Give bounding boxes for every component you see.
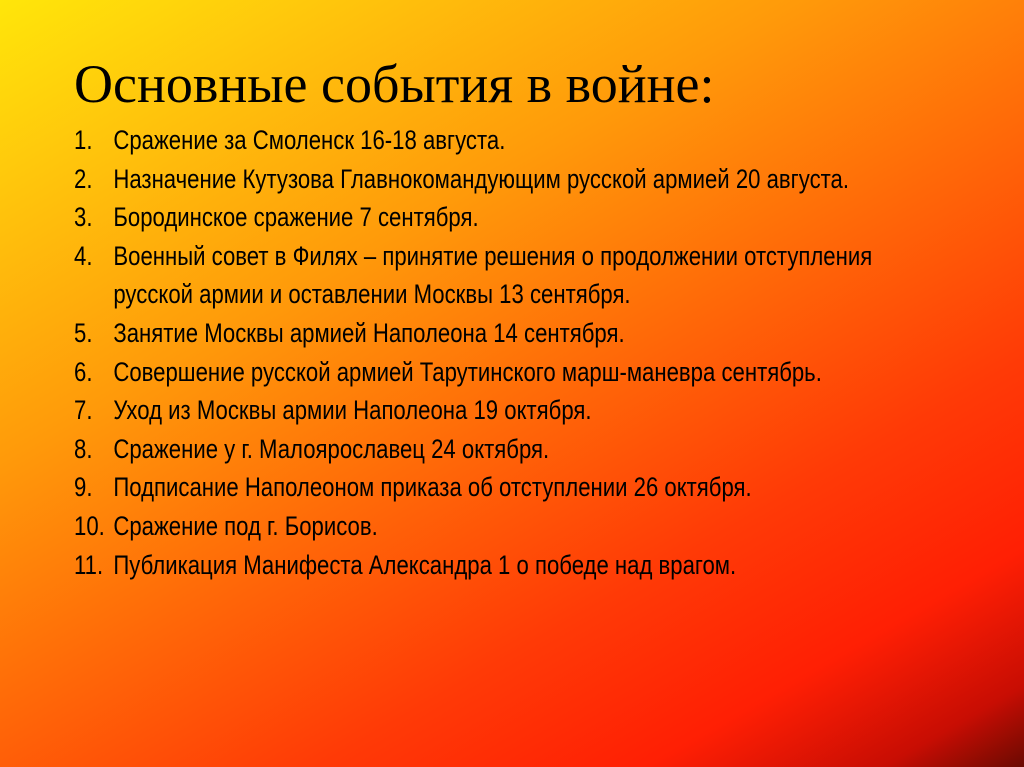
list-item bbox=[74, 507, 943, 546]
list-item bbox=[74, 546, 943, 585]
list-item-number: 1. bbox=[74, 125, 93, 155]
list-item-text: Сражение под г. Борисов. bbox=[113, 510, 378, 541]
list-item bbox=[74, 160, 943, 199]
list-item-number: 9. bbox=[74, 472, 93, 503]
slide-title: Основные события в войне: bbox=[74, 54, 715, 114]
list-item-number: 5. bbox=[74, 317, 93, 348]
list-item-number: 4. bbox=[74, 240, 93, 271]
list-item-text: Публикация Манифеста Александра 1 о победе над врагом. bbox=[113, 549, 737, 580]
list-item bbox=[74, 198, 943, 237]
list-item-number: 11. bbox=[74, 549, 104, 580]
list-item-number: 3. bbox=[74, 202, 93, 233]
list-item bbox=[74, 468, 943, 507]
list-item-number: 10. bbox=[74, 510, 105, 541]
list-item-number: 2. bbox=[74, 163, 93, 194]
list-item-text: Занятие Москвы армией Наполеона 14 сентября. bbox=[113, 317, 625, 348]
list-item bbox=[74, 353, 943, 392]
list-item-number: 7. bbox=[74, 395, 93, 426]
list-item-text: Военный совет в Филях – принятие решения о продолжении отступления русской армии и оставлении Москвы 13 сентября. bbox=[113, 240, 873, 310]
list-item bbox=[74, 314, 943, 353]
list-item-number: 8. bbox=[74, 433, 93, 464]
list-item-text: Бородинское сражение 7 сентября. bbox=[113, 202, 479, 233]
list-item bbox=[74, 121, 943, 160]
list-item bbox=[74, 391, 943, 430]
list-item-text: Сражение у г. Малоярославец 24 октября. bbox=[113, 433, 550, 464]
list-item-text: Уход из Москвы армии Наполеона 19 октября. bbox=[113, 395, 592, 426]
list-item bbox=[74, 430, 943, 469]
list-item-number: 6. bbox=[74, 356, 93, 387]
list-item-text: Сражение за Смоленск 16-18 августа. bbox=[113, 125, 506, 155]
list-item-text: Совершение русской армией Тарутинского марш-маневра сентябрь. bbox=[113, 356, 822, 387]
list-item bbox=[74, 237, 943, 314]
list-item-text: Назначение Кутузова Главнокомандующим русской армией 20 августа. bbox=[113, 163, 850, 194]
events-list bbox=[74, 121, 943, 584]
list-item-text: Подписание Наполеоном приказа об отступлении 26 октября. bbox=[113, 472, 752, 503]
